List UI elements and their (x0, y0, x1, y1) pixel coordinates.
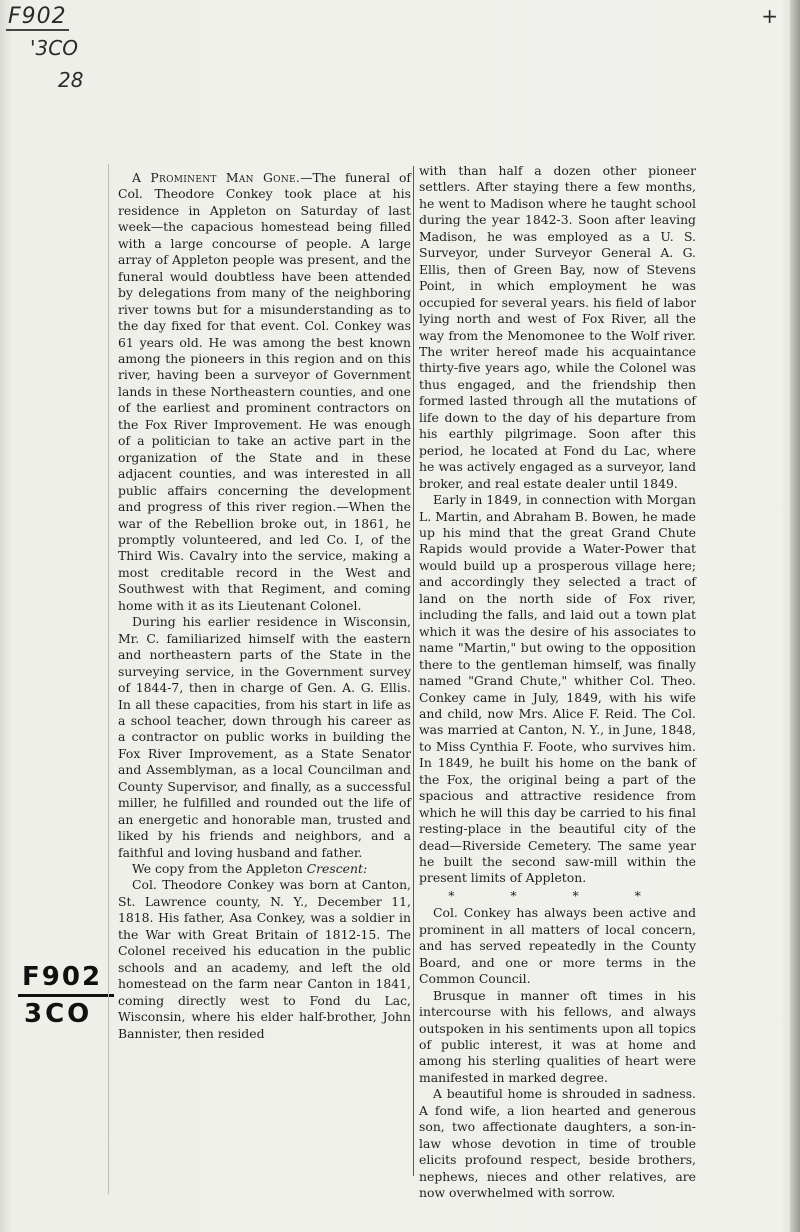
article-paragraph: Col. Conkey has always been active and prominent in all matters of local concern, and has served repeatedly in the County Board, and one or more terms in the Common Council. (419, 905, 696, 987)
article-paragraph (118, 861, 411, 877)
stamp-line-1: F902 (22, 962, 103, 992)
article-paragraph: Col. Theodore Conkey was born at Canton, St. Lawrence county, N. Y., December 11, 1818. His father, Asa Conkey, was a soldier in the War with Great Britain of 1812-15. The Colonel received his education in the public schools and an academy, and left the old homestead on the farm near Canton in 1841, coming directly west to Fond du Lac, Wisconsin, where his elder half-brother, John Bannister, then resided (118, 877, 411, 1041)
stamp-divider (18, 994, 114, 997)
copy-source: Crescent: (306, 861, 368, 877)
article-column-left (118, 170, 411, 1190)
copy-intro: We copy from the Appleton (132, 861, 307, 877)
article-paragraph: A beautiful home is shrouded in sadness. A fond wife, a lion hearted and generous son, two affectionate daughters, a son-in-law whose devotion in time of trouble elicits profound respect, beside brothers, nephews, nieces and other relatives, are now overwhelmed with sorrow. (419, 1086, 696, 1201)
article-paragraph: with than half a dozen other pioneer settlers. After staying there a few months, he went to Madison where he taught school during the year 1842-3. Soon after leaving Madison, he was employed as a U. S. Surveyor, under Surveyor General A. G. Ellis, then of Green Bay, now of Stevens Point, in which employment he was occupied for several years. his field of labor lying north and west of Fox River, all the way from the Menomonee to the Wolf river. The writer hereof made his acquaintance thirty-five years ago, while the Colonel was thus engaged, and the friendship then formed lasted through all the mutations of life down to the day of his departure from his earthly pilgrimage. Soon after this period, he located at Fond du Lac, where he was actively engaged as a surveyor, land broker, and real estate dealer until 1849. (419, 163, 696, 491)
stamp-line-2: 3CO (24, 999, 93, 1029)
handwritten-page-number: 28 (58, 68, 84, 92)
handwritten-catalog-code: '3CO (30, 36, 78, 60)
article-column-right (419, 163, 696, 1201)
article-paragraph: Brusque in manner oft times in his intercourse with his fellows, and always outspoken in his sentiments upon all topics of public interest, it was at home and among his sterling qualities of heart were manifested in marked degree. (419, 987, 696, 1085)
article-paragraph (118, 170, 411, 614)
catalog-stamp (18, 962, 114, 1029)
article-paragraph-text: —The funeral of Col. Theodore Conkey took place at his residence in Appleton on Saturday of last week—the capacious homestead being filled with a large concourse of people. A large array of Appleton people was present, and the funeral would doubtless have been attended by delegations from many of the neighboring river towns but for a misunderstanding as to the day fixed for that event. Col. Conkey was 61 years old. He was among the best known among the pioneers in this region and on this river, having been a surveyor of Government lands in these Northeastern counties, and one of the earliest and prominent contractors on the Fox River Improvement. He was enough of a politician to take an active part in the organization of the State and in these adjacent counties, and was interested in all public affairs concerning the development and progress of this river region.—When the war of the Rebellion broke out, in 1861, he promptly volunteered, and led Co. I, of the Third Wis. Cavalry into the service, making a most creditable record in the West and Southwest with that Regiment, and coming home with it as its Lieutenant Colonel. (118, 170, 411, 613)
column-divider (413, 166, 414, 1176)
handwritten-mark: + (761, 4, 778, 28)
page-edge (790, 0, 800, 1232)
article-paragraph: Early in 1849, in connection with Morgan L. Martin, and Abraham B. Bowen, he made up his mind that the great Grand Chute Rapids would provide a Water-Power that would build up a prosperous village here; and accordingly they selected a tract of land on the north side of Fox river, including the falls, and laid out a town plat which it was the desire of his associates to name "Martin," but owing to the opposition there to the gentleman himself, was finally named "Grand Chute," whither Col. Theo. Conkey came in July, 1849, with his wife and child, now Mrs. Alice F. Reid. The Col. was married at Canton, N. Y., in June, 1848, to Miss Cynthia F. Foote, who survives him. In 1849, he built his home on the bank of the Fox, the original being a part of the spacious and attractive residence from which he will this day be carried to his final resting-place in the beautiful city of the dead—Riverside Cemetery. The same year he built the second saw-mill within the present limits of Appleton. (419, 492, 696, 886)
handwritten-catalog-number: F902 (8, 4, 67, 29)
article-heading: A Prominent Man Gone. (132, 170, 301, 185)
section-break: * * * * (448, 887, 667, 903)
article-paragraph: During his earlier residence in Wisconsin, Mr. C. familiarized himself with the eastern and northeastern parts of the State in the surveying service, in the Government survey of 1844-7, then in charge of Gen. A. G. Ellis. In all these capacities, from his start in life as a school teacher, down through his career as a contractor on public works in building the Fox River Improvement, as a State Senator and Assemblyman, as a local Councilman and County Supervisor, and finally, as a successful miller, he fulfilled and rounded out the life of an energetic and honorable man, trusted and liked by his friends and neighbors, and a faithful and loving husband and father. (118, 614, 411, 860)
